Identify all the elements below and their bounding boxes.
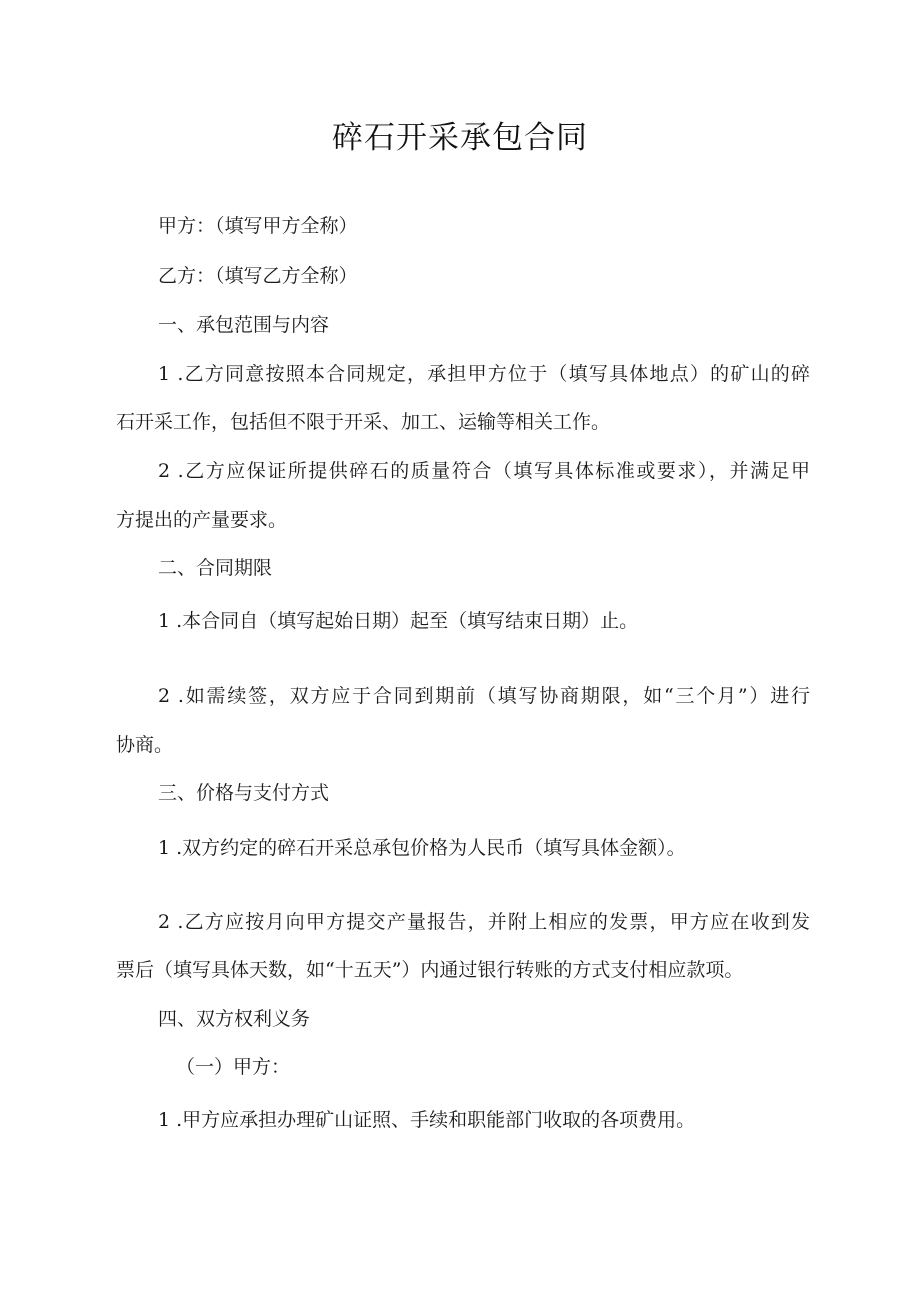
document-title: 碎石开采承包合同 (332, 120, 588, 156)
section-heading-rights: 四、双方权利义务 (158, 1008, 311, 1030)
section-heading-price: 三、价格与支付方式 (158, 782, 330, 804)
party-a-line: 甲方：（填写甲方全称） (158, 215, 358, 237)
clause-2-1-line-1: 1 .本合同自（填写起始日期）起至（填写结束日期）止。 (158, 610, 639, 632)
subheading-party-a: （一）甲方： (176, 1056, 291, 1078)
clause-4-1-line-1: 1 .甲方应承担办理矿山证照、手续和职能部门收取的各项费用。 (158, 1109, 696, 1131)
clause-1-2-line-1: 2 .乙方应保证所提供碎石的质量符合（填写具体标准或要求），并满足甲 (158, 460, 810, 482)
clause-3-2-line-1: 2 .乙方应按月向甲方提交产量报告，并附上相应的发票，甲方应在收到发 (158, 911, 810, 933)
clause-3-1-line-1: 1 .双方约定的碎石开采总承包价格为人民币（填写具体金额）。 (158, 837, 686, 859)
section-heading-scope: 一、承包范围与内容 (158, 314, 330, 336)
clause-1-1-line-2: 石开采工作，包括但不限于开采、加工、运输等相关工作。 (116, 411, 611, 433)
clause-1-2-line-2: 方提出的产量要求。 (116, 509, 288, 531)
section-heading-term: 二、合同期限 (158, 557, 273, 579)
clause-1-1-line-1: 1 .乙方同意按照本合同规定，承担甲方位于（填写具体地点）的矿山的碎 (158, 363, 810, 385)
clause-2-2-line-1: 2 .如需续签，双方应于合同到期前（填写协商期限，如“三个月”）进行 (158, 685, 810, 707)
party-b-line: 乙方：（填写乙方全称） (158, 265, 358, 287)
clause-3-2-line-2: 票后（填写具体天数，如“十五天”）内通过银行转账的方式支付相应款项。 (116, 959, 744, 981)
clause-2-2-line-2: 协商。 (116, 734, 174, 756)
